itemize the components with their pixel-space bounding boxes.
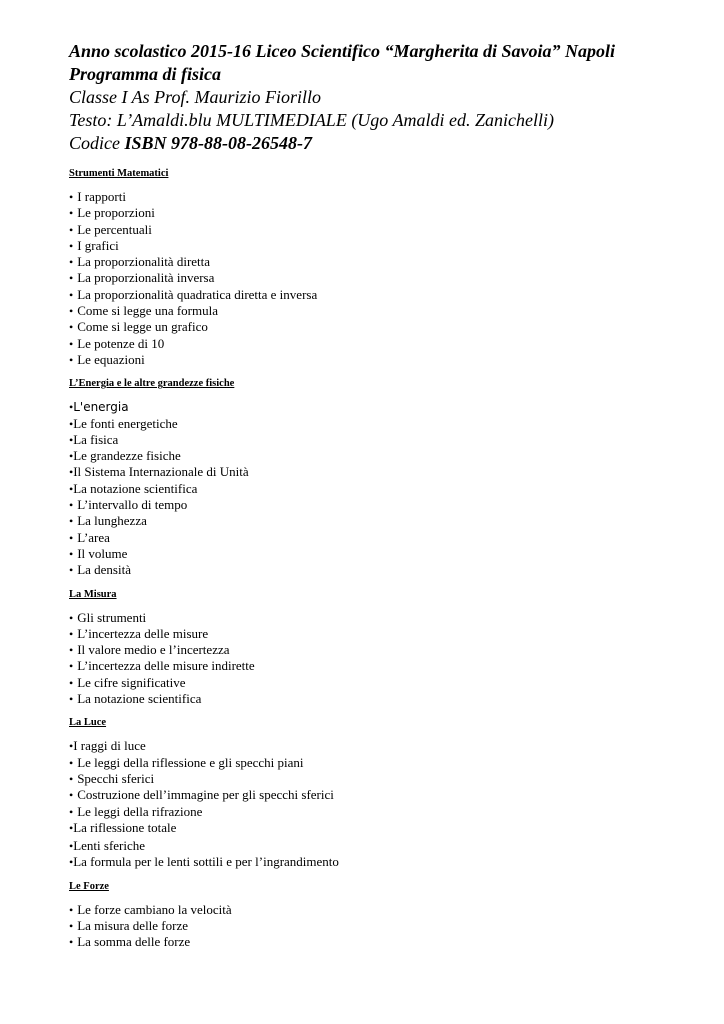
list-item [69,513,709,529]
list-item-label: L’incertezza delle misure indirette [77,658,255,674]
bullet: • [69,659,74,674]
bullet: • [69,643,74,658]
bullet: • [69,432,74,447]
isbn-prefix: Codice [69,133,125,153]
list-item-label: Specchi sferici [77,770,155,786]
list-item-label: Come si legge una formula [77,303,219,319]
bullet: • [69,465,74,480]
document-header [69,40,709,155]
section-title: Strumenti Matematici [69,168,169,179]
list-item [69,205,709,221]
list-item-label: La proporzionalità diretta [77,254,211,270]
list-item [69,497,709,513]
list-item-label: L'energia [73,400,129,415]
bullet: • [69,755,74,770]
list-item-label: La notazione scientifica [77,691,202,707]
list-item [69,530,709,546]
list-item [69,738,709,754]
list-item [69,902,709,918]
list-item [69,222,709,238]
section-la-luce [69,716,709,870]
list-item [69,399,709,415]
list-item [69,352,709,368]
section-title: L’Energia e le altre grandezze fisiche [69,378,235,390]
bullet: • [69,820,74,835]
isbn-line [69,132,709,155]
list-item [69,918,709,934]
bullet: • [69,804,74,819]
bullet: • [69,855,74,870]
list-item [69,771,709,787]
list-item-label: Le grandezze fisiche [73,448,181,464]
list-item [69,804,709,820]
list-item [69,254,709,270]
list-item-label: La formula per le lenti sottili e per l’ingrandimento [73,854,339,870]
program-title: Programma di fisica [69,64,221,84]
list-item [69,448,709,464]
list-item-label: I rapporti [77,189,126,204]
bullet: • [69,788,74,803]
list-item [69,658,709,674]
bullet: • [69,400,74,415]
list-item [69,287,709,303]
bullet: • [69,918,74,933]
list-item [69,675,709,691]
bullet: • [69,304,74,319]
list-item-label: La proporzionalità inversa [77,270,215,286]
list-item-label: La proporzionalità quadratica diretta e inversa [77,286,318,302]
isbn-code: ISBN 978-88-08-26548-7 [124,133,312,153]
list-item-label: Le cifre significative [77,674,186,690]
section-le-forze [69,880,709,951]
list-item [69,416,709,432]
list-item-label: Lenti sferiche [73,838,146,854]
bullet: • [69,514,74,529]
list-item [69,238,709,254]
list-item-label: I grafici [77,237,119,253]
bullet: • [69,320,74,335]
list-item-label: Costruzione dell’immagine per gli specchi sferici [77,787,334,803]
bullet: • [69,739,74,754]
section-energia [69,377,709,578]
class-teacher-line: Classe I As Prof. Maurizio Fiorillo [69,87,322,107]
list-item-label: La misura delle forze [77,917,189,933]
list-item-label: Il Sistema Internazionale di Unità [73,464,249,480]
bullet: • [69,563,74,578]
list-item [69,610,709,626]
bullet: • [69,481,74,496]
bullet: • [69,336,74,351]
list-item [69,189,709,205]
topic-list [69,902,709,951]
bullet: • [69,839,74,854]
list-item [69,303,709,319]
list-item-label: Le percentuali [77,221,152,237]
topic-list [69,189,709,368]
list-item-label: Il valore medio e l’incertezza [77,642,230,658]
list-item-label: La riflessione totale [73,819,177,835]
list-item [69,787,709,803]
list-item-label: La fisica [73,431,119,447]
bullet: • [69,675,74,690]
list-item-label: La densità [77,562,131,578]
document-page [69,40,709,960]
list-item [69,755,709,771]
school-year-line: Anno scolastico 2015-16 Liceo Scientifico “Margherita di Savoia” Napoli [69,41,615,61]
list-item-label: Le proporzioni [77,205,155,221]
bullet: • [69,222,74,237]
list-item [69,270,709,286]
topic-list [69,738,709,870]
list-item-label: La notazione scientifica [73,480,198,496]
list-item [69,820,709,836]
list-item [69,481,709,497]
bullet: • [69,902,74,917]
list-item-label: L’area [77,529,110,545]
section-title: La Misura [69,588,117,600]
bullet: • [69,771,74,786]
bullet: • [69,352,74,367]
topic-list [69,610,709,708]
bullet: • [69,190,74,204]
bullet: • [69,287,74,302]
list-item-label: Le potenze di 10 [77,335,165,351]
list-item-label: I raggi di luce [73,738,146,754]
list-item [69,336,709,352]
bullet: • [69,206,74,221]
bullet: • [69,416,74,431]
list-item [69,642,709,658]
list-item-label: La lunghezza [77,513,147,529]
list-item-label: Le equazioni [77,351,145,367]
bullet: • [69,610,74,625]
list-item-label: Le forze cambiano la velocità [77,901,232,917]
bullet: • [69,271,74,286]
list-item-label: L’intervallo di tempo [77,497,188,513]
list-item [69,319,709,335]
list-item-label: Le leggi della rifrazione [77,803,203,819]
list-item-label: Come si legge un grafico [77,319,208,335]
bullet: • [69,530,74,545]
list-item [69,934,709,950]
list-item [69,562,709,578]
list-item [69,838,709,854]
list-item [69,854,709,870]
bullet: • [69,546,74,561]
list-item [69,626,709,642]
list-item-label: L’incertezza delle misure [77,625,209,641]
bullet: • [69,626,74,641]
topic-list [69,399,709,578]
list-item-label: Le leggi della riflessione e gli specchi piani [77,754,304,770]
list-item-label: La somma delle forze [77,934,191,950]
bullet: • [69,692,74,707]
bullet: • [69,449,74,464]
bullet: • [69,238,74,253]
bullet: • [69,255,74,270]
list-item [69,546,709,562]
list-item-label: Le fonti energetiche [73,415,178,431]
section-title: Le Forze [69,880,109,892]
bullet: • [69,498,74,513]
section-title: La Luce [69,717,107,729]
bullet: • [69,935,74,950]
list-item-label: Il volume [77,545,128,561]
list-item [69,464,709,480]
textbook-line: Testo: L’Amaldi.blu MULTIMEDIALE (Ugo Amaldi ed. Zanichelli) [69,110,554,130]
section-la-misura [69,588,709,708]
list-item [69,432,709,448]
list-item [69,691,709,707]
section-strumenti-matematici [69,167,709,368]
list-item-label: Gli strumenti [77,609,147,625]
